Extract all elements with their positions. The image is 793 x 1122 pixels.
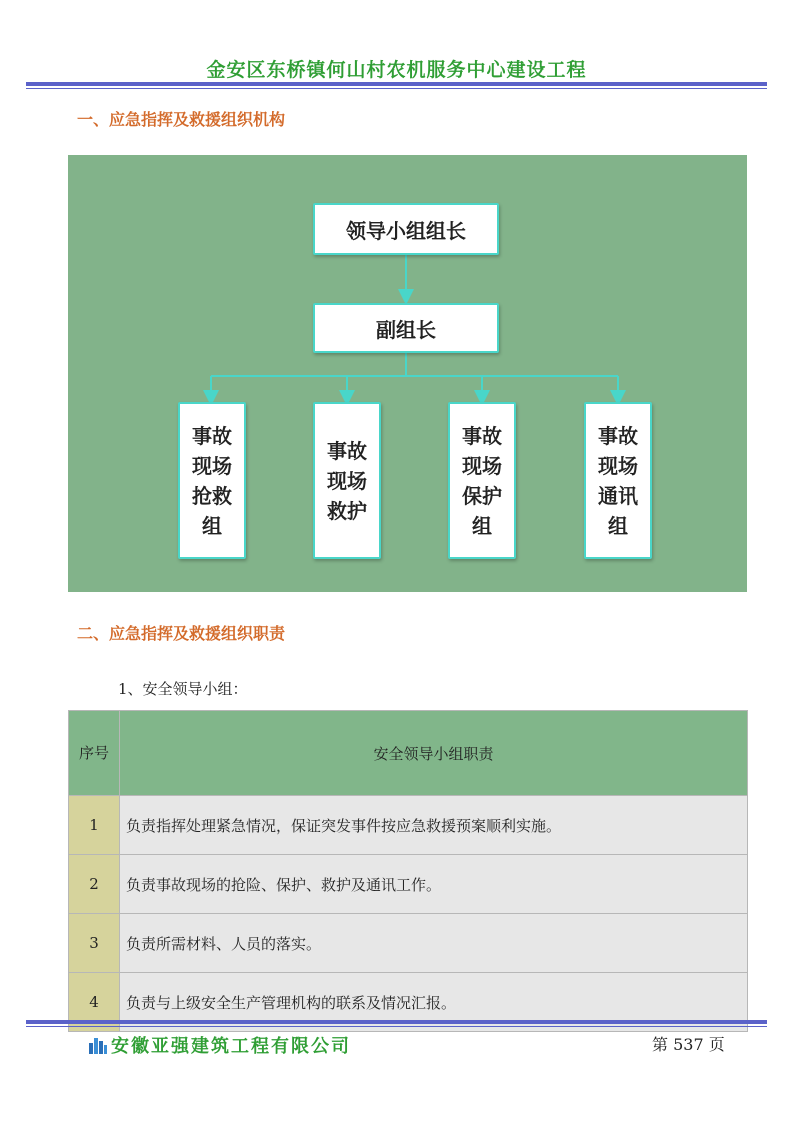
section-heading-2: 二、应急指挥及救援组织职责 bbox=[77, 624, 286, 643]
footer-company-name: 安徽亚强建筑工程有限公司 bbox=[111, 1036, 351, 1057]
row-index: 4 bbox=[69, 973, 120, 1032]
row-index: 1 bbox=[69, 796, 120, 855]
row-text: 负责指挥处理紧急情况，保证突发事件按应急救援预案顺利实施。 bbox=[120, 796, 748, 855]
leader-box: 领导小组组长 bbox=[313, 203, 499, 255]
table-row bbox=[69, 914, 748, 973]
row-index: 2 bbox=[69, 855, 120, 914]
deputy-box: 副组长 bbox=[313, 303, 499, 353]
table-row bbox=[69, 796, 748, 855]
group-box-protection: 事故 现场 保护 组 bbox=[448, 402, 516, 559]
building-logo-icon bbox=[88, 1035, 108, 1055]
group-box-communication: 事故 现场 通讯 组 bbox=[584, 402, 652, 559]
table-header-row bbox=[69, 711, 748, 796]
group-box-firstaid: 事故 现场 救护 bbox=[313, 402, 381, 559]
header-duty: 安全领导小组职责 bbox=[120, 711, 748, 796]
group-box-rescue: 事故 现场 抢救 组 bbox=[178, 402, 246, 559]
row-text: 负责与上级安全生产管理机构的联系及情况汇报。 bbox=[120, 973, 748, 1032]
row-index: 3 bbox=[69, 914, 120, 973]
row-text: 负责所需材料、人员的落实。 bbox=[120, 914, 748, 973]
subsection-title: 1、安全领导小组： bbox=[118, 680, 248, 698]
header-index: 序号 bbox=[69, 711, 120, 796]
section-heading-1: 一、应急指挥及救援组织机构 bbox=[77, 110, 286, 129]
duty-table bbox=[68, 710, 748, 1032]
document-header-title: 金安区东桥镇何山村农机服务中心建设工程 bbox=[206, 59, 587, 81]
table-row bbox=[69, 855, 748, 914]
footer-rule bbox=[26, 1020, 767, 1027]
page-number: 第 537 页 bbox=[652, 1035, 725, 1054]
org-chart bbox=[68, 155, 747, 592]
footer-company bbox=[88, 1032, 351, 1058]
header-rule bbox=[26, 82, 767, 89]
row-text: 负责事故现场的抢险、保护、救护及通讯工作。 bbox=[120, 855, 748, 914]
